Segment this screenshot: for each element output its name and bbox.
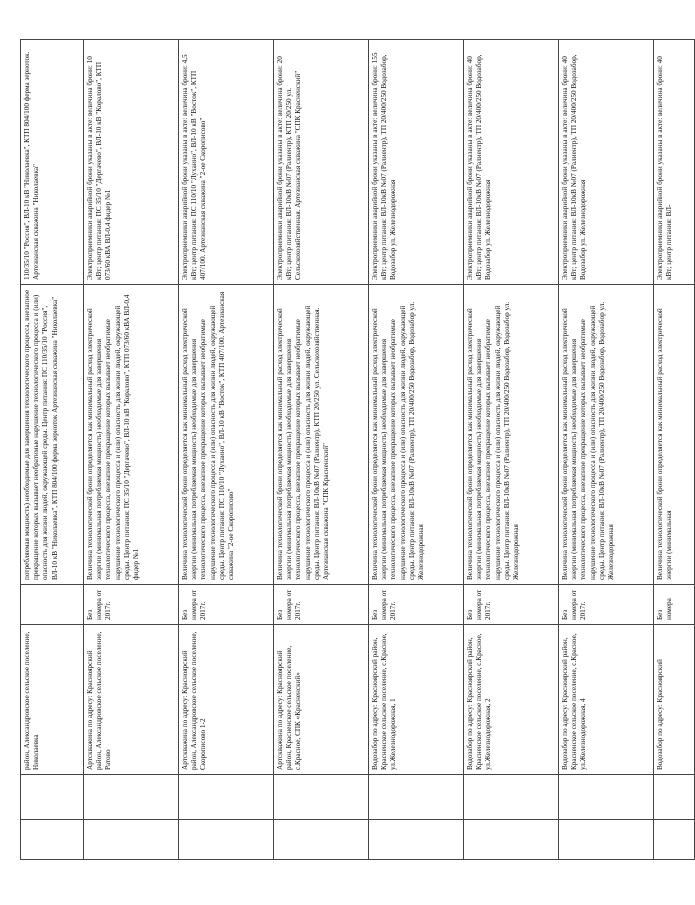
description-cell: Величина технологической брони определяется как минимальный расход электрической энергии (минимальная потребляемая мощность) необходимые для завершения технологического процесса, внезапное прекращение которых вызывает необратимые нарушение технологического процесса и (или) опасность для жизни людей, окружающей среды. Центр питания: ВЛ-10кВ №07 (Ралиентр), ТП 20/400/250 Водозабор, Водозабор ул. Железнодорожная <box>559 285 654 585</box>
number-cell: Без номера от 2017г. <box>464 585 559 625</box>
index-cell <box>464 820 559 860</box>
address-cell: район, Александровское сельское поселение, Николаевка <box>21 625 84 775</box>
number-cell: Без номера <box>654 585 695 625</box>
address-cell: Водозабор по адресу: Красноярский <box>654 625 695 775</box>
description-cell: Величина технологической брони определяется как минимальный расход электрической энергии (минимальная потребляемая мощность) необходимые для завершения технологического процесса, внезапное прекращение которых вызывает необратимые нарушение технологического процесса и (или) опасность для жизни людей, окружающей среды. Центр питания: ВЛ-10кВ №07 (Ралиентр), ТП 20/400/250 Водозабор, Водозабор ул. Железнодорожная <box>464 285 559 585</box>
description-cell: Величина технологической брони определяется как минимальный расход электрической энергии (минимальная потребляемая мощность) необходимые для завершения технологического процесса, внезапное прекращение которых вызывает необратимые нарушение технологического процесса и (или) опасность для жизни людей, окружающей среды. Центр питания: ВЛ-10кВ №07 (Ралиентр), ТП 20/400/250 Водозабор, Водозабор ул. Железнодорожная <box>369 285 464 585</box>
number-cell: Без номера от 2017г. <box>274 585 369 625</box>
supply-cell: Электроприемники аварийной брони указаны в акте: величина брони: 4,5 кВт; центр питания: ПС 110/10 "Лухаино", ВЛ-10 кВ "Восток", КТП 407/100. Артезианская скважина "2-ое Скорописово" <box>179 40 274 285</box>
description-cell: Величина технологической брони определяется как минимальный расход электрической энергии (минимальная <box>654 285 695 585</box>
index-cell <box>654 820 695 860</box>
table-row <box>274 40 369 860</box>
consumer-cell <box>21 775 84 820</box>
consumer-cell <box>464 775 559 820</box>
consumer-cell <box>369 775 464 820</box>
table-row <box>369 40 464 860</box>
supply-cell: Электроприемники аварийной брони указаны в акте: величина брони: 40 кВт; центр питания: ВЛ-10кВ №07 (Ралиентр), ТП 20/400/250 Водозабор, Водозабор ул. Железнодорожная <box>559 40 654 285</box>
table-row <box>21 40 84 860</box>
reserve-table <box>20 39 695 860</box>
consumer-cell <box>84 775 179 820</box>
table-row <box>84 40 179 860</box>
index-cell <box>274 820 369 860</box>
table-row <box>559 40 654 860</box>
supply-cell: Электроприемники аварийной брони указаны в акте: величина брони: 40 кВт; центр питания: ВЛ- <box>654 40 695 285</box>
address-cell: Водозабор по адресу: Красноярский район, Красненское сельское поселение, с.Красное, ул.Железнодорожная, 1 <box>369 625 464 775</box>
address-cell: Водозабор по адресу: Красноярский район, Красненское сельское поселение, с.Красное, ул.Железнодорожная, 4 <box>559 625 654 775</box>
consumer-cell <box>559 775 654 820</box>
rotated-page <box>20 40 674 860</box>
description-cell: Величина технологической брони определяется как минимальный расход электрической энергии (минимальная потребляемая мощность) необходимые для завершения технологического процесса, внезапное прекращение которых вызывает необратимые нарушение технологического процесса и (или) опасность для жизни людей, окружающей среды. Центр питания: ПС 110/10 "Лухаино", ВЛ-10 кВ "Восток", КТП 407/100. Артезианская скважина "2-ое Скорописово" <box>179 285 274 585</box>
supply-cell: 110/35/10 "Россия", ВЛ-10 кВ "Николаевка", КТП 804/100 ферма зерноток. Артезианская скважина "Николаевка" <box>21 40 84 285</box>
index-cell <box>84 820 179 860</box>
table-row <box>654 40 695 860</box>
table-row <box>464 40 559 860</box>
address-cell: Водозабор по адресу: Красноярский район, Красненское сельское поселение, с.Красное, ул.Железнодорожная, 2 <box>464 625 559 775</box>
number-cell <box>21 585 84 625</box>
description-cell: Величина технологической брони определяется как минимальный расход электрической энергии (минимальная потребляемая мощность) необходимые для завершения технологического процесса, внезапное прекращение которых вызывает необратимые нарушение технологического процесса и (или) опасность для жизни людей, окружающей среды. Центр питания: ПС 35/10 "Дергачево", ВЛ-10 кВ "Коралово", КТП 073/60 кВА ВЛ-0,4 фидер №1 <box>84 285 179 585</box>
supply-cell: Электроприемники аварийной брони указаны в акте: величина брони: 10 кВт; центр питания: ПС 35/10 "Дергачево", ВЛ-10 кВ "Коралово", КТП 073/60 кВА ВЛ-0,4 фидер №1 <box>84 40 179 285</box>
supply-cell: Электроприемники аварийной брони указаны в акте: величина брони: 155 кВт; центр питания: ВЛ-10кВ №07 (Ралиентр), ТП 20/400/250 Водозабор, Водозабор ул. Железнодорожная <box>369 40 464 285</box>
supply-cell: Электроприемники аварийной брони указаны в акте: величина брони: 40 кВт; центр питания: ВЛ-10кВ №07 (Ралиентр), ТП 20/400/250 Водозабор, Водозабор ул. Железнодорожная <box>464 40 559 285</box>
number-cell: Без номера от 2017г. <box>559 585 654 625</box>
consumer-cell <box>179 775 274 820</box>
index-cell <box>369 820 464 860</box>
description-cell: Величина технологической брони определяется как минимальный расход электрической энергии (минимальная потребляемая мощность) необходимые для завершения технологического процесса, внезапное прекращение которых вызывает необратимые нарушение технологического процесса и (или) опасность для жизни людей, окружающей среды. Центр питания: ВЛ-10кВ №07 (Ралиентр), КТП 20/250 ул. Сельскохозяйственная. Артезианская скважина "СПК Красненский" <box>274 285 369 585</box>
index-cell <box>21 820 84 860</box>
number-cell: Без номера от 2017г. <box>369 585 464 625</box>
supply-cell: Электроприемники аварийной брони указаны в акте: величина брони: 20 кВт; центр питания: ВЛ-10кВ №07 (Ралиентр), КТП 20/250 ул. Сельскохозяйственная. Артезианская скважина "СПК Красненский" <box>274 40 369 285</box>
table-row <box>179 40 274 860</box>
address-cell: Артскважина по адресу: Красноярский район, Красненское сельское поселение, с.Красное, СПК «Красненский» <box>274 625 369 775</box>
index-cell <box>559 820 654 860</box>
address-cell: Артскважина по адресу: Красноярский район, Александровское сельское поселение, Ратово <box>84 625 179 775</box>
description-cell: потребляемая мощность) необходимые для завершения технологического процесса, внезапное прекращение которых вызывает необратимые нарушение технологического процесса и (или) опасность для жизни людей, окружающей среды. Центр питания: ПС 110/35/10 "Россия", ВЛ-10 кВ "Николаевка", КТП 804/100 ферма зерноток Артезианская скважина "Николаевка" <box>21 285 84 585</box>
consumer-cell <box>274 775 369 820</box>
number-cell: Без номера от 2017г. <box>84 585 179 625</box>
index-cell <box>179 820 274 860</box>
consumer-cell <box>654 775 695 820</box>
address-cell: Артскважина по адресу: Красноярский район, Александровское сельское поселение, Скорописово 1-2 <box>179 625 274 775</box>
number-cell: Без номера от 2017г. <box>179 585 274 625</box>
